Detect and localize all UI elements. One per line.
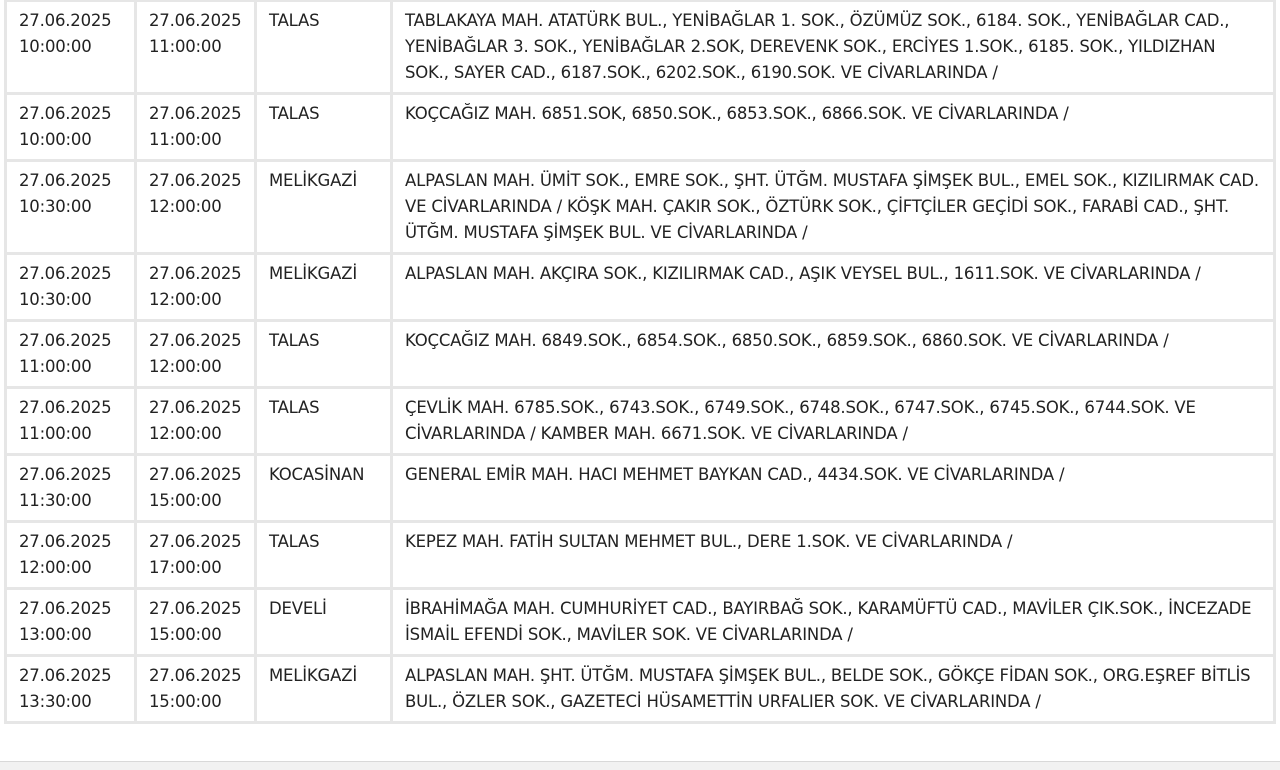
start-date: 27.06.2025 — [19, 331, 112, 350]
end-date: 27.06.2025 — [149, 264, 242, 283]
address-cell — [393, 255, 1273, 319]
district-name: TALAS — [269, 331, 320, 350]
end-time: 12:00:00 — [149, 357, 222, 376]
district-name: KOCASİNAN — [269, 465, 365, 484]
affected-streets: ALPASLAN MAH. AKÇIRA SOK., KIZILIRMAK CAD., AŞIK VEYSEL BUL., 1611.SOK. VE CİVARLARINDA / — [405, 264, 1201, 283]
district-name: TALAS — [269, 104, 320, 123]
outage-schedule-table — [4, 0, 1276, 724]
start-datetime-cell — [7, 590, 134, 654]
table-row — [7, 657, 1273, 721]
start-datetime-cell — [7, 2, 134, 92]
end-time: 12:00:00 — [149, 197, 222, 216]
end-time: 11:00:00 — [149, 37, 222, 56]
start-time: 10:30:00 — [19, 290, 92, 309]
end-date: 27.06.2025 — [149, 104, 242, 123]
end-date: 27.06.2025 — [149, 599, 242, 618]
start-date: 27.06.2025 — [19, 532, 112, 551]
district-name: MELİKGAZİ — [269, 666, 357, 685]
end-date: 27.06.2025 — [149, 666, 242, 685]
affected-streets: GENERAL EMİR MAH. HACI MEHMET BAYKAN CAD., 4434.SOK. VE CİVARLARINDA / — [405, 465, 1065, 484]
address-cell — [393, 389, 1273, 453]
table-row — [7, 523, 1273, 587]
start-time: 12:00:00 — [19, 558, 92, 577]
start-datetime-cell — [7, 523, 134, 587]
end-datetime-cell — [137, 95, 254, 159]
affected-streets: ÇEVLİK MAH. 6785.SOK., 6743.SOK., 6749.SOK., 6748.SOK., 6747.SOK., 6745.SOK., 6744.SOK. VE CİVARLARINDA / KAMBER MAH. 6671.SOK. VE CİVARLARINDA / — [405, 398, 1196, 443]
district-cell — [257, 523, 390, 587]
end-date: 27.06.2025 — [149, 331, 242, 350]
start-time: 10:00:00 — [19, 130, 92, 149]
end-datetime-cell — [137, 2, 254, 92]
district-cell — [257, 322, 390, 386]
address-cell — [393, 657, 1273, 721]
start-time: 11:00:00 — [19, 357, 92, 376]
district-name: MELİKGAZİ — [269, 264, 357, 283]
affected-streets: ALPASLAN MAH. ÜMİT SOK., EMRE SOK., ŞHT. ÜTĞM. MUSTAFA ŞİMŞEK BUL., EMEL SOK., KIZILIRMAK CAD. VE CİVARLARINDA / KÖŞK MAH. ÇAKIR SOK., ÖZTÜRK SOK., ÇİFTÇİLER GEÇİDİ SOK., FARABİ CAD., ŞHT. ÜTĞM. MUSTAFA ŞİMŞEK BUL. VE CİVARLARINDA / — [405, 171, 1259, 242]
start-date: 27.06.2025 — [19, 11, 112, 30]
start-datetime-cell — [7, 389, 134, 453]
end-time: 12:00:00 — [149, 424, 222, 443]
end-date: 27.06.2025 — [149, 171, 242, 190]
end-time: 12:00:00 — [149, 290, 222, 309]
start-time: 10:00:00 — [19, 37, 92, 56]
end-datetime-cell — [137, 322, 254, 386]
end-time: 15:00:00 — [149, 692, 222, 711]
affected-streets: TABLAKAYA MAH. ATATÜRK BUL., YENİBAĞLAR 1. SOK., ÖZÜMÜZ SOK., 6184. SOK., YENİBAĞLAR CAD., YENİBAĞLAR 3. SOK., YENİBAĞLAR 2.SOK, DEREVENK SOK., ERCİYES 1.SOK., 6185. SOK., YILDIZHAN SOK., SAYER CAD., 6187.SOK., 6202.SOK., 6190.SOK. VE CİVARLARINDA / — [405, 11, 1230, 82]
table-row — [7, 255, 1273, 319]
end-time: 15:00:00 — [149, 625, 222, 644]
affected-streets: ALPASLAN MAH. ŞHT. ÜTĞM. MUSTAFA ŞİMŞEK BUL., BELDE SOK., GÖKÇE FİDAN SOK., ORG.EŞREF BİTLİS BUL., ÖZLER SOK., GAZETECİ HÜSAMETTİN URFALIER SOK. VE CİVARLARINDA / — [405, 666, 1251, 711]
horizontal-scrollbar-track[interactable] — [0, 761, 1280, 770]
district-cell — [257, 255, 390, 319]
table-row — [7, 389, 1273, 453]
table-row — [7, 162, 1273, 252]
table-row — [7, 590, 1273, 654]
end-datetime-cell — [137, 389, 254, 453]
address-cell — [393, 523, 1273, 587]
end-datetime-cell — [137, 456, 254, 520]
start-time: 13:00:00 — [19, 625, 92, 644]
end-datetime-cell — [137, 657, 254, 721]
end-datetime-cell — [137, 162, 254, 252]
start-datetime-cell — [7, 255, 134, 319]
affected-streets: KEPEZ MAH. FATİH SULTAN MEHMET BUL., DERE 1.SOK. VE CİVARLARINDA / — [405, 532, 1013, 551]
start-date: 27.06.2025 — [19, 666, 112, 685]
affected-streets: KOÇCAĞIZ MAH. 6849.SOK., 6854.SOK., 6850.SOK., 6859.SOK., 6860.SOK. VE CİVARLARINDA / — [405, 331, 1169, 350]
district-cell — [257, 389, 390, 453]
start-date: 27.06.2025 — [19, 104, 112, 123]
district-name: DEVELİ — [269, 599, 327, 618]
start-date: 27.06.2025 — [19, 599, 112, 618]
affected-streets: KOÇCAĞIZ MAH. 6851.SOK, 6850.SOK., 6853.SOK., 6866.SOK. VE CİVARLARINDA / — [405, 104, 1069, 123]
table-row — [7, 322, 1273, 386]
start-time: 10:30:00 — [19, 197, 92, 216]
district-name: TALAS — [269, 398, 320, 417]
district-cell — [257, 95, 390, 159]
end-date: 27.06.2025 — [149, 11, 242, 30]
district-cell — [257, 162, 390, 252]
end-date: 27.06.2025 — [149, 532, 242, 551]
start-date: 27.06.2025 — [19, 398, 112, 417]
start-date: 27.06.2025 — [19, 465, 112, 484]
district-cell — [257, 2, 390, 92]
district-name: MELİKGAZİ — [269, 171, 357, 190]
start-datetime-cell — [7, 657, 134, 721]
address-cell — [393, 162, 1273, 252]
district-name: TALAS — [269, 11, 320, 30]
end-datetime-cell — [137, 523, 254, 587]
end-datetime-cell — [137, 590, 254, 654]
start-datetime-cell — [7, 162, 134, 252]
start-datetime-cell — [7, 95, 134, 159]
address-cell — [393, 590, 1273, 654]
table-row — [7, 456, 1273, 520]
start-time: 11:30:00 — [19, 491, 92, 510]
start-time: 11:00:00 — [19, 424, 92, 443]
table-row — [7, 95, 1273, 159]
district-cell — [257, 590, 390, 654]
affected-streets: İBRAHİMAĞA MAH. CUMHURİYET CAD., BAYIRBAĞ SOK., KARAMÜFTÜ CAD., MAVİLER ÇIK.SOK., İNCEZADE İSMAİL EFENDİ SOK., MAVİLER SOK. VE CİVARLARINDA / — [405, 599, 1252, 644]
end-time: 17:00:00 — [149, 558, 222, 577]
start-datetime-cell — [7, 322, 134, 386]
end-date: 27.06.2025 — [149, 398, 242, 417]
end-datetime-cell — [137, 255, 254, 319]
table-row — [7, 2, 1273, 92]
end-time: 11:00:00 — [149, 130, 222, 149]
start-datetime-cell — [7, 456, 134, 520]
address-cell — [393, 95, 1273, 159]
district-cell — [257, 657, 390, 721]
district-name: TALAS — [269, 532, 320, 551]
end-date: 27.06.2025 — [149, 465, 242, 484]
address-cell — [393, 2, 1273, 92]
table-body — [7, 2, 1273, 721]
start-date: 27.06.2025 — [19, 171, 112, 190]
address-cell — [393, 456, 1273, 520]
address-cell — [393, 322, 1273, 386]
district-cell — [257, 456, 390, 520]
start-date: 27.06.2025 — [19, 264, 112, 283]
end-time: 15:00:00 — [149, 491, 222, 510]
start-time: 13:30:00 — [19, 692, 92, 711]
